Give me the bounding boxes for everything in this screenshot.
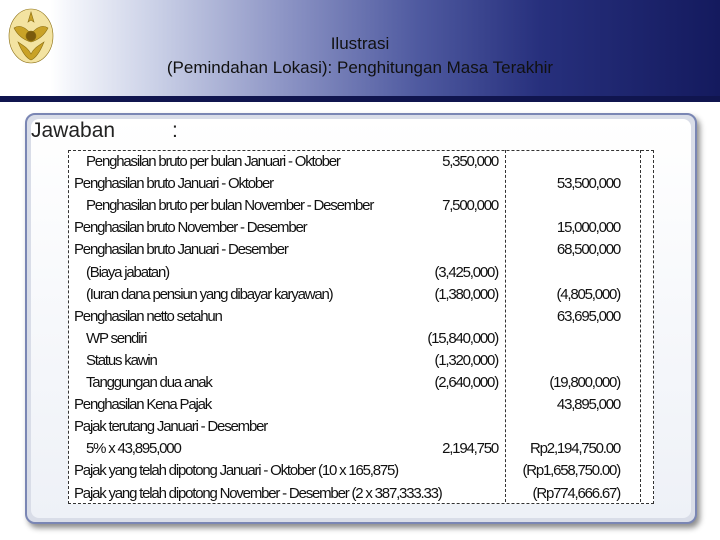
table-row (70, 173, 650, 195)
row-label: Tanggungan dua anak (86, 374, 212, 391)
row-label: Penghasilan bruto November - Desember (74, 219, 307, 237)
row-total-value: (Rp774,666.67) (532, 484, 620, 502)
row-label: Penghasilan netto setahun (74, 307, 222, 325)
table-row (70, 239, 650, 261)
table-row (70, 394, 650, 416)
row-total-value: (Rp1,658,750.00) (522, 462, 620, 480)
row-mid-value: (2,640,000) (434, 374, 498, 391)
table-row (70, 306, 650, 328)
table-row (70, 328, 650, 350)
title-line-2: (Pemindahan Lokasi): Penghitungan Masa Terakhir (166, 58, 554, 77)
row-total-value: 63,695,000 (556, 307, 620, 325)
row-label: Penghasilan bruto Januari - Desember (74, 241, 288, 259)
row-label: 5% x 43,895,000 (86, 440, 181, 458)
row-label: Penghasilan bruto per bulan Januari - Oktober (86, 153, 340, 170)
row-label: Penghasilan bruto per bulan November - Desember (86, 197, 374, 215)
row-label: Penghasilan Kena Pajak (74, 396, 212, 414)
row-mid-value: (15,840,000) (427, 329, 498, 347)
answer-colon: : (172, 119, 178, 142)
table-row (70, 151, 650, 173)
table-row (70, 460, 650, 482)
row-mid-value: (1,320,000) (434, 351, 498, 369)
table-row (70, 483, 650, 505)
row-label: Pajak yang telah dipotong Januari - Oktober (10 x 165,875) (74, 462, 398, 480)
row-mid-value: (1,380,000) (434, 285, 498, 303)
row-mid-value: 7,500,000 (442, 197, 498, 215)
row-total-value: Rp2,194,750.00 (530, 440, 620, 458)
answer-label: Jawaban (31, 119, 116, 142)
row-total-value: (4,805,000) (556, 285, 620, 303)
row-label: WP sendiri (86, 329, 147, 347)
row-label: (Biaya jabatan) (86, 263, 169, 281)
table-row (70, 217, 650, 239)
table-row (70, 372, 650, 394)
table-row (70, 195, 650, 217)
title-line-1: Ilustrasi (330, 34, 390, 53)
table-row (70, 262, 650, 284)
row-total-value: 53,500,000 (556, 175, 620, 193)
slide-title (0, 32, 720, 80)
table-row (70, 350, 650, 372)
row-total-value: 15,000,000 (556, 219, 620, 237)
row-label: Pajak terutang Januari - Desember (74, 418, 268, 436)
row-mid-value: 2,194,750 (442, 440, 498, 458)
row-label: Status kawin (86, 351, 157, 369)
row-label: Pajak yang telah dipotong November - Desember (2 x 387,333.33) (74, 484, 442, 502)
row-label: Penghasilan bruto Januari - Oktober (74, 175, 273, 193)
row-mid-value: (3,425,000) (434, 263, 498, 281)
table-row (70, 438, 650, 460)
table-row (70, 416, 650, 438)
row-total-value: (19,800,000) (549, 374, 620, 391)
row-mid-value: 5,350,000 (442, 153, 498, 170)
row-label: (Iuran dana pensiun yang dibayar karyawan) (86, 285, 333, 303)
row-total-value: 43,895,000 (556, 396, 620, 414)
row-total-value: 68,500,000 (556, 241, 620, 259)
table-row (70, 284, 650, 306)
header-divider (0, 96, 720, 102)
